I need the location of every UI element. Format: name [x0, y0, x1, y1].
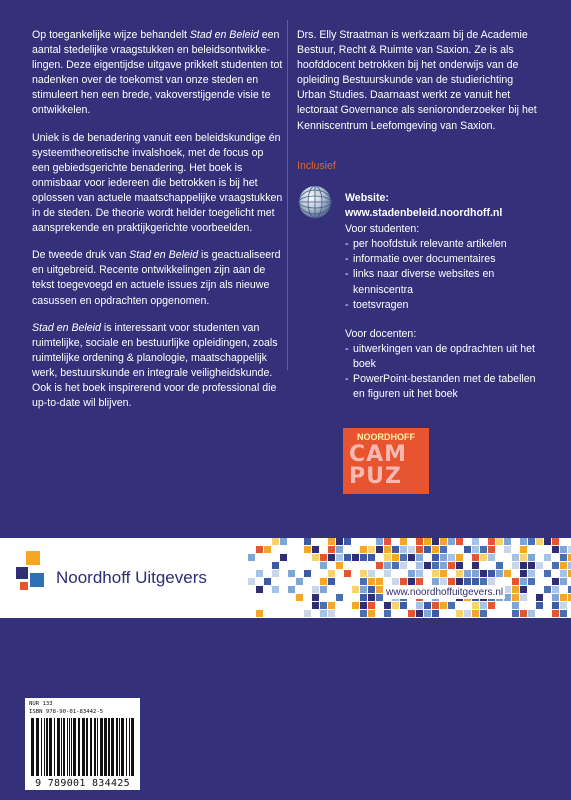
barcode-panel [25, 698, 140, 790]
website-link[interactable]: www.stadenbeleid.noordhoff.nl [345, 207, 503, 220]
globe-icon [298, 185, 332, 219]
blurb-paragraph-3 [32, 248, 284, 308]
teachers-heading: Voor docenten: [345, 327, 417, 340]
teachers-list [345, 342, 545, 402]
campuz-logo [343, 428, 429, 494]
publisher-url[interactable]: www.noordhoffuitgevers.nl [386, 587, 504, 598]
publisher-band [0, 538, 571, 618]
website-label: Website: [345, 192, 389, 204]
website-info [345, 191, 545, 402]
isbn-code: ISBN 978-90-01-83442-5 [29, 709, 104, 715]
blurb-paragraph-4 [32, 321, 284, 412]
list-item: - per hoofdstuk relevante artikelen [345, 237, 545, 252]
blurb-text: De tweede druk van [32, 249, 130, 262]
author-column [297, 28, 537, 134]
barcode [31, 718, 134, 776]
author-bio: Drs. Elly Straatman is werkzaam bij de Academie Bestuur, Recht & Ruimte van Saxion. Ze is als hoofddocent betrokken bij het onderwijs van de opleiding Bestuurskunde van de studierichting Urban Studies. Daarnaast werkt ze vanuit het lectoraat Governance als senioronderzoeker bij het Kenniscentrum Leefomgeving van Saxion. [297, 29, 537, 132]
list-item: - links naar diverse websites en kenniscentra [345, 267, 545, 297]
book-title-italic: Stad en Beleid [189, 29, 259, 41]
campuz-brand: NOORDHOFF [357, 432, 415, 442]
list-item: - toetsvragen [345, 298, 545, 313]
blurb-text: is geactualiseerd en uitgebreid. Recente ontwikkelingen zijn aan de tekst toegevoegd en actuele issues zijn als nieuwe casussen en opdrachten opgenomen. [32, 249, 281, 307]
book-title-italic: Stad en Beleid [129, 249, 199, 262]
noordhoff-logo [16, 551, 48, 595]
list-item: - PowerPoint-bestanden met de tabellen en figuren uit het boek [345, 372, 545, 402]
blurb-paragraph-2: Uniek is de benadering vanuit een beleidskundige én systeemtheoretische invalshoek, met de focus op een gebiedsgerichte benadering. Het boek is onmisbaar voor iedereen die betrokken is bij het oplossen van actuele maatschappelijke vraagstukken in de steden. De theorie wordt helder toegelicht met aansprekende en praktijkgerichte voorbeelden. [32, 131, 283, 235]
blurb-text: een aantal stedelijke vraagstukken en beleidsontwikke-lingen. Deze eigentijdse uitgave prikkelt studenten tot nadenken over de toekomst van onze steden en stimuleert hen een brede, vakoverstijgende visie te ontwikkelen. [32, 29, 283, 117]
blurb-column [32, 28, 284, 423]
blurb-paragraph-1 [32, 28, 284, 119]
blurb-text: is interessant voor studenten van ruimtelijke, sociale en bestuurlijke opleidingen, zoals ruimtelijke ordening & planologie, maatschappelijk werk, bestuurskunde en integrale veiligheidskunde. Ook is het boek inspirerend voor de professional die up-to-date wil blijven. [32, 321, 278, 410]
nur-code: NUR 133 [29, 701, 53, 707]
campuz-wordmark: CAM PUZ [349, 442, 408, 489]
students-list [345, 237, 545, 312]
barcode-digits: 9 789001 834425 [35, 778, 130, 789]
publisher-name: Noordhoff Uitgevers [56, 568, 207, 587]
blurb-text: Op toegankelijke wijze behandelt [32, 29, 190, 41]
column-divider [287, 20, 288, 370]
list-item: - uitwerkingen van de opdrachten uit het boek [345, 342, 545, 372]
list-item: - informatie over documentaires [345, 252, 545, 267]
inclusief-label: Inclusief [297, 160, 336, 172]
students-heading: Voor studenten: [345, 223, 420, 236]
book-title-italic: Stad en Beleid [32, 321, 101, 334]
